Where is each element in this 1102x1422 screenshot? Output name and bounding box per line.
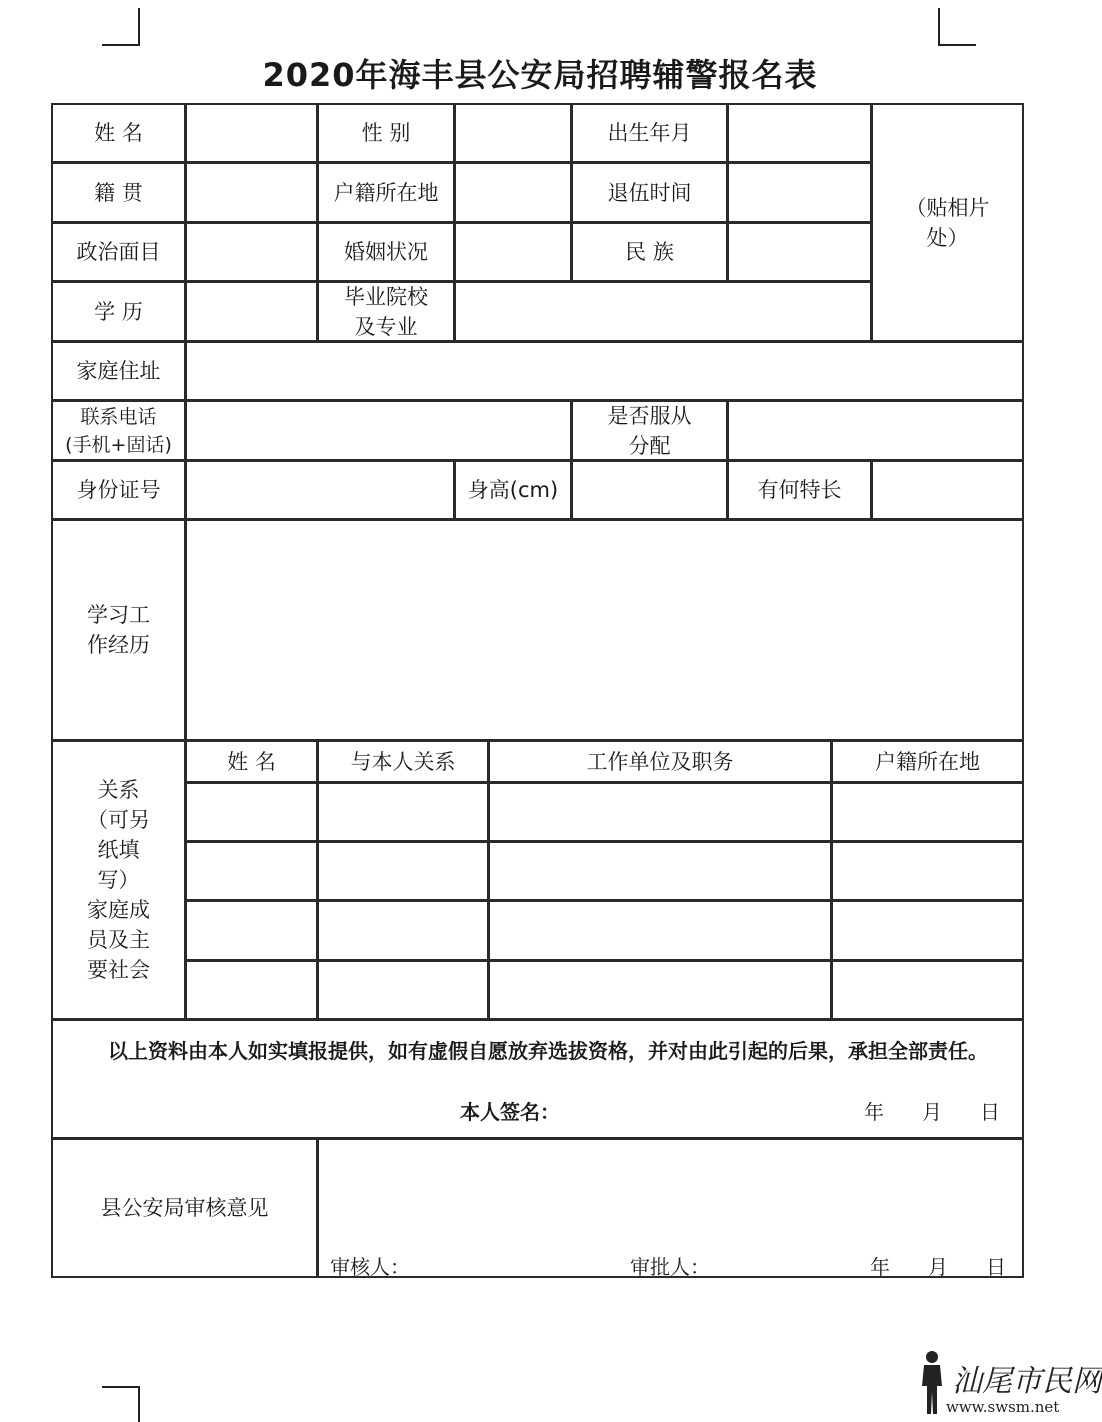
family-row-2-name[interactable] xyxy=(185,841,318,901)
politics-field[interactable] xyxy=(185,222,318,282)
id-number-field[interactable] xyxy=(185,460,455,520)
school-field[interactable] xyxy=(454,281,872,342)
family-row-3-relation[interactable] xyxy=(317,900,489,961)
family-row-2-work[interactable] xyxy=(488,841,832,901)
family-row-2-relation[interactable] xyxy=(317,841,489,901)
skill-field[interactable] xyxy=(871,460,1024,520)
hukou-label: 户籍所在地 xyxy=(317,162,455,223)
signature-label: 本人签名： xyxy=(460,1100,560,1124)
phone-label: 联系电话 (手机+固话) xyxy=(51,400,186,461)
ethnic-label: 民 族 xyxy=(571,222,728,282)
family-side-label: 关系 （可另 纸填 写） 家庭成 员及主 要社会 xyxy=(51,740,186,1020)
family-row-3-work[interactable] xyxy=(488,900,832,961)
native-place-field[interactable] xyxy=(185,162,318,223)
decl-year-label: 年 xyxy=(864,1100,884,1124)
skill-label: 有何特长 xyxy=(727,460,872,520)
family-row-1-work[interactable] xyxy=(488,782,832,842)
history-field[interactable] xyxy=(185,519,1024,741)
family-row-1-relation[interactable] xyxy=(317,782,489,842)
review-year-label: 年 xyxy=(870,1255,890,1279)
photo-box[interactable]: （贴相片 处） xyxy=(871,103,1024,342)
family-row-3-name[interactable] xyxy=(185,900,318,961)
name-field[interactable] xyxy=(185,103,318,163)
site-watermark xyxy=(912,1350,1102,1422)
history-label: 学习工 作经历 xyxy=(51,519,186,741)
review-day-label: 日 xyxy=(986,1255,1006,1279)
gender-field[interactable] xyxy=(454,103,572,163)
family-row-1-name[interactable] xyxy=(185,782,318,842)
height-label: 身高(cm) xyxy=(454,460,572,520)
form-title: 2020年海丰县公安局招聘辅警报名表 xyxy=(262,56,818,94)
family-row-2-hukou[interactable] xyxy=(831,841,1024,901)
retire-time-field[interactable] xyxy=(727,162,872,223)
family-header-hukou: 户籍所在地 xyxy=(831,740,1024,783)
assignment-label: 是否服从 分配 xyxy=(571,400,728,461)
watermark-url: www.swsm.net xyxy=(946,1398,1060,1416)
ethnic-field[interactable] xyxy=(727,222,872,282)
retire-time-label: 退伍时间 xyxy=(571,162,728,223)
school-label: 毕业院校 及专业 xyxy=(317,281,455,342)
family-row-4-hukou[interactable] xyxy=(831,960,1024,1020)
education-label: 学 历 xyxy=(51,281,186,342)
declaration-text: 以上资料由本人如实填报提供，如有虚假自愿放弃选拔资格，并对由此引起的后果，承担全部责任。 xyxy=(108,1039,988,1063)
id-number-label: 身份证号 xyxy=(51,460,186,520)
name-label: 姓 名 xyxy=(51,103,186,163)
family-row-1-hukou[interactable] xyxy=(831,782,1024,842)
family-header-work: 工作单位及职务 xyxy=(488,740,832,783)
family-header-name: 姓 名 xyxy=(185,740,318,783)
decl-month-label: 月 xyxy=(922,1100,942,1124)
reviewer-label: 审核人： xyxy=(330,1255,410,1279)
assignment-field[interactable] xyxy=(727,400,1024,461)
hukou-field[interactable] xyxy=(454,162,572,223)
address-field[interactable] xyxy=(185,341,1024,401)
approver-label: 审批人： xyxy=(630,1255,710,1279)
birth-field[interactable] xyxy=(727,103,872,163)
family-row-4-work[interactable] xyxy=(488,960,832,1020)
birth-label: 出生年月 xyxy=(571,103,728,163)
marital-field[interactable] xyxy=(454,222,572,282)
family-header-relation: 与本人关系 xyxy=(317,740,489,783)
family-row-4-relation[interactable] xyxy=(317,960,489,1020)
family-row-4-name[interactable] xyxy=(185,960,318,1020)
marital-label: 婚姻状况 xyxy=(317,222,455,282)
person-silhouette-icon xyxy=(918,1350,946,1416)
gender-label: 性 别 xyxy=(317,103,455,163)
politics-label: 政治面目 xyxy=(51,222,186,282)
height-field[interactable] xyxy=(571,460,728,520)
address-label: 家庭住址 xyxy=(51,341,186,401)
phone-field[interactable] xyxy=(185,400,572,461)
family-row-3-hukou[interactable] xyxy=(831,900,1024,961)
review-label: 县公安局审核意见 xyxy=(51,1138,318,1278)
education-field[interactable] xyxy=(185,281,318,342)
review-month-label: 月 xyxy=(928,1255,948,1279)
watermark-text: 汕尾市民网 xyxy=(952,1364,1102,1399)
decl-day-label: 日 xyxy=(980,1100,1000,1124)
native-place-label: 籍 贯 xyxy=(51,162,186,223)
